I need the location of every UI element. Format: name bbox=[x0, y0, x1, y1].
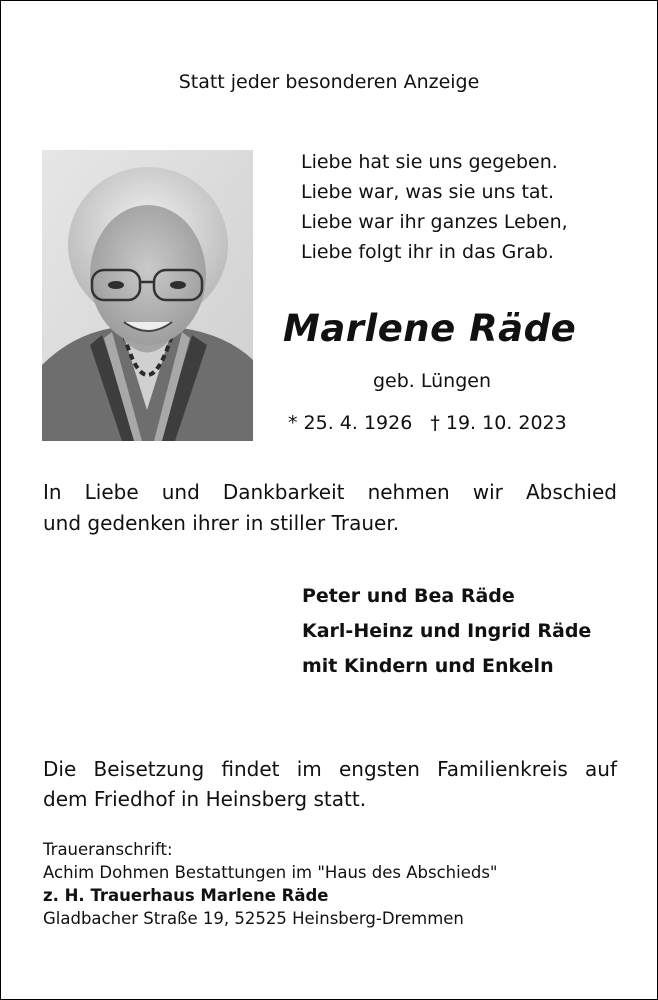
farewell-text bbox=[43, 477, 617, 539]
maiden-name: geb. Lüngen bbox=[373, 370, 492, 392]
mourners-list bbox=[302, 579, 591, 684]
address-line: z. H. Trauerhaus Marlene Räde bbox=[43, 886, 329, 905]
address-line: Achim Dohmen Bestattungen im "Haus des Abschieds" bbox=[43, 863, 498, 882]
poem-line: Liebe war ihr ganzes Leben, bbox=[301, 211, 568, 233]
farewell-line: und gedenken ihrer in stiller Trauer. bbox=[43, 511, 400, 535]
farewell-line: In Liebe und Dankbarkeit nehmen wir Abschied bbox=[43, 480, 617, 504]
burial-text bbox=[43, 754, 617, 814]
burial-line: dem Friedhof in Heinsberg statt. bbox=[43, 787, 367, 811]
death-date: † 19. 10. 2023 bbox=[430, 412, 567, 434]
address-label: Traueranschrift: bbox=[43, 840, 173, 859]
life-dates bbox=[288, 412, 567, 434]
poem-line: Liebe hat sie uns gegeben. bbox=[301, 151, 558, 173]
mourner-line: Peter und Bea Räde bbox=[302, 585, 515, 607]
poem bbox=[301, 147, 568, 267]
mourning-address bbox=[43, 838, 498, 930]
address-line: Gladbacher Straße 19, 52525 Heinsberg-Dremmen bbox=[43, 909, 464, 928]
poem-line: Liebe folgt ihr in das Grab. bbox=[301, 241, 554, 263]
poem-line: Liebe war, was sie uns tat. bbox=[301, 181, 555, 203]
birth-date: * 25. 4. 1926 bbox=[288, 412, 413, 434]
header-text: Statt jeder besonderen Anzeige bbox=[178, 71, 480, 93]
burial-line: Die Beisetzung findet im engsten Familienkreis auf bbox=[43, 757, 617, 781]
mourner-line: Karl-Heinz und Ingrid Räde bbox=[302, 620, 592, 642]
mourner-line: mit Kindern und Enkeln bbox=[302, 655, 554, 677]
deceased-name: Marlene Räde bbox=[283, 307, 577, 350]
portrait-photo bbox=[42, 150, 253, 441]
